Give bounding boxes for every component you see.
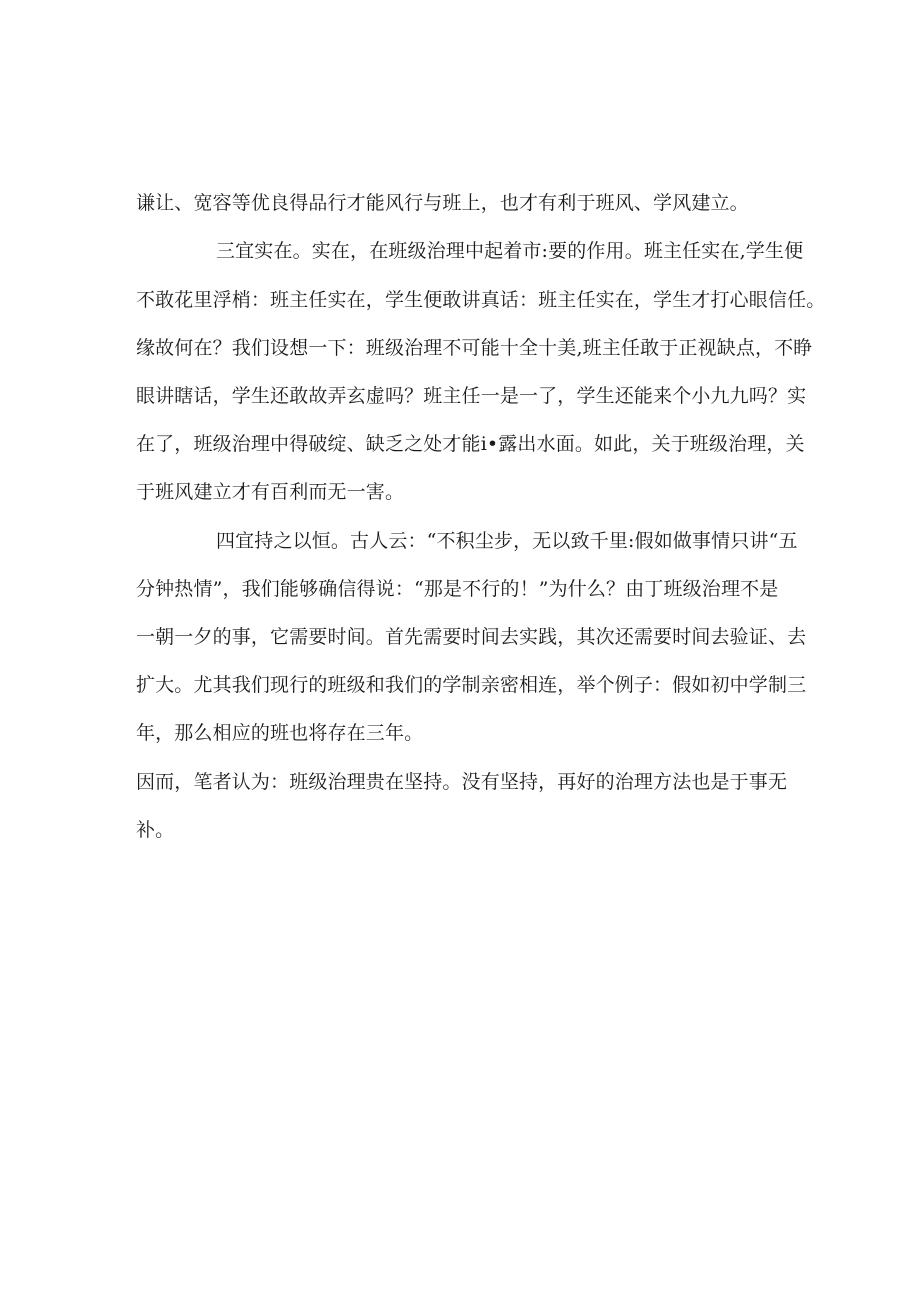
text-line: 在了，班级治理中得破绽、缺乏之处才能i•露出水面。如此，关于班级治理，关 <box>136 433 805 455</box>
text-line: 扩大。尤其我们现行的班级和我们的学制亲密相连，举个例子：假如初中学制三 <box>136 674 807 696</box>
paragraph-start-line: 三宜实在。实在，在班级治理中起着市:要的作用。班主任实在,学生便 <box>216 240 804 262</box>
text-line: 因而，笔者认为：班级治理贵在坚持。没有坚持，再好的治理方法也是于事无 <box>136 771 788 793</box>
text-line: 缘故何在？我们设想一下：班级治理不可能十全十美,班主任敢于正视缺点，不睁 <box>136 337 813 359</box>
text-line: 眼讲瞎话，学生还敢故弄玄虚吗？班主任一是一了，学生还能来个小九九吗？实 <box>136 385 807 407</box>
text-line: 年，那么相应的班也将存在三年。 <box>136 722 424 744</box>
text-line: 谦让、宽容等优良得品行才能风行与班上，也才有利于班风、学风建立。 <box>136 192 749 214</box>
text-line: 分钟热情”，我们能够确信得说：“那是不行的！”为什么？由丁班级治理不是 <box>136 578 779 600</box>
text-line: 一朝一夕的事，它需要时间。首先需要时间去实践，其次还需要时间去验证、去 <box>136 626 807 648</box>
text-line: 不敢花里浮梢：班主任实在，学生便敢讲真话：班主任实在，学生才打心眼信任。 <box>136 289 826 311</box>
text-line: 补。 <box>136 819 175 841</box>
paragraph-start-line: 四宜持之以恒。古人云：“不积尘步，无以致千里:假如做事情只讲“五 <box>216 530 798 552</box>
text-line: 于班风建立才有百利而无一害。 <box>136 481 405 503</box>
